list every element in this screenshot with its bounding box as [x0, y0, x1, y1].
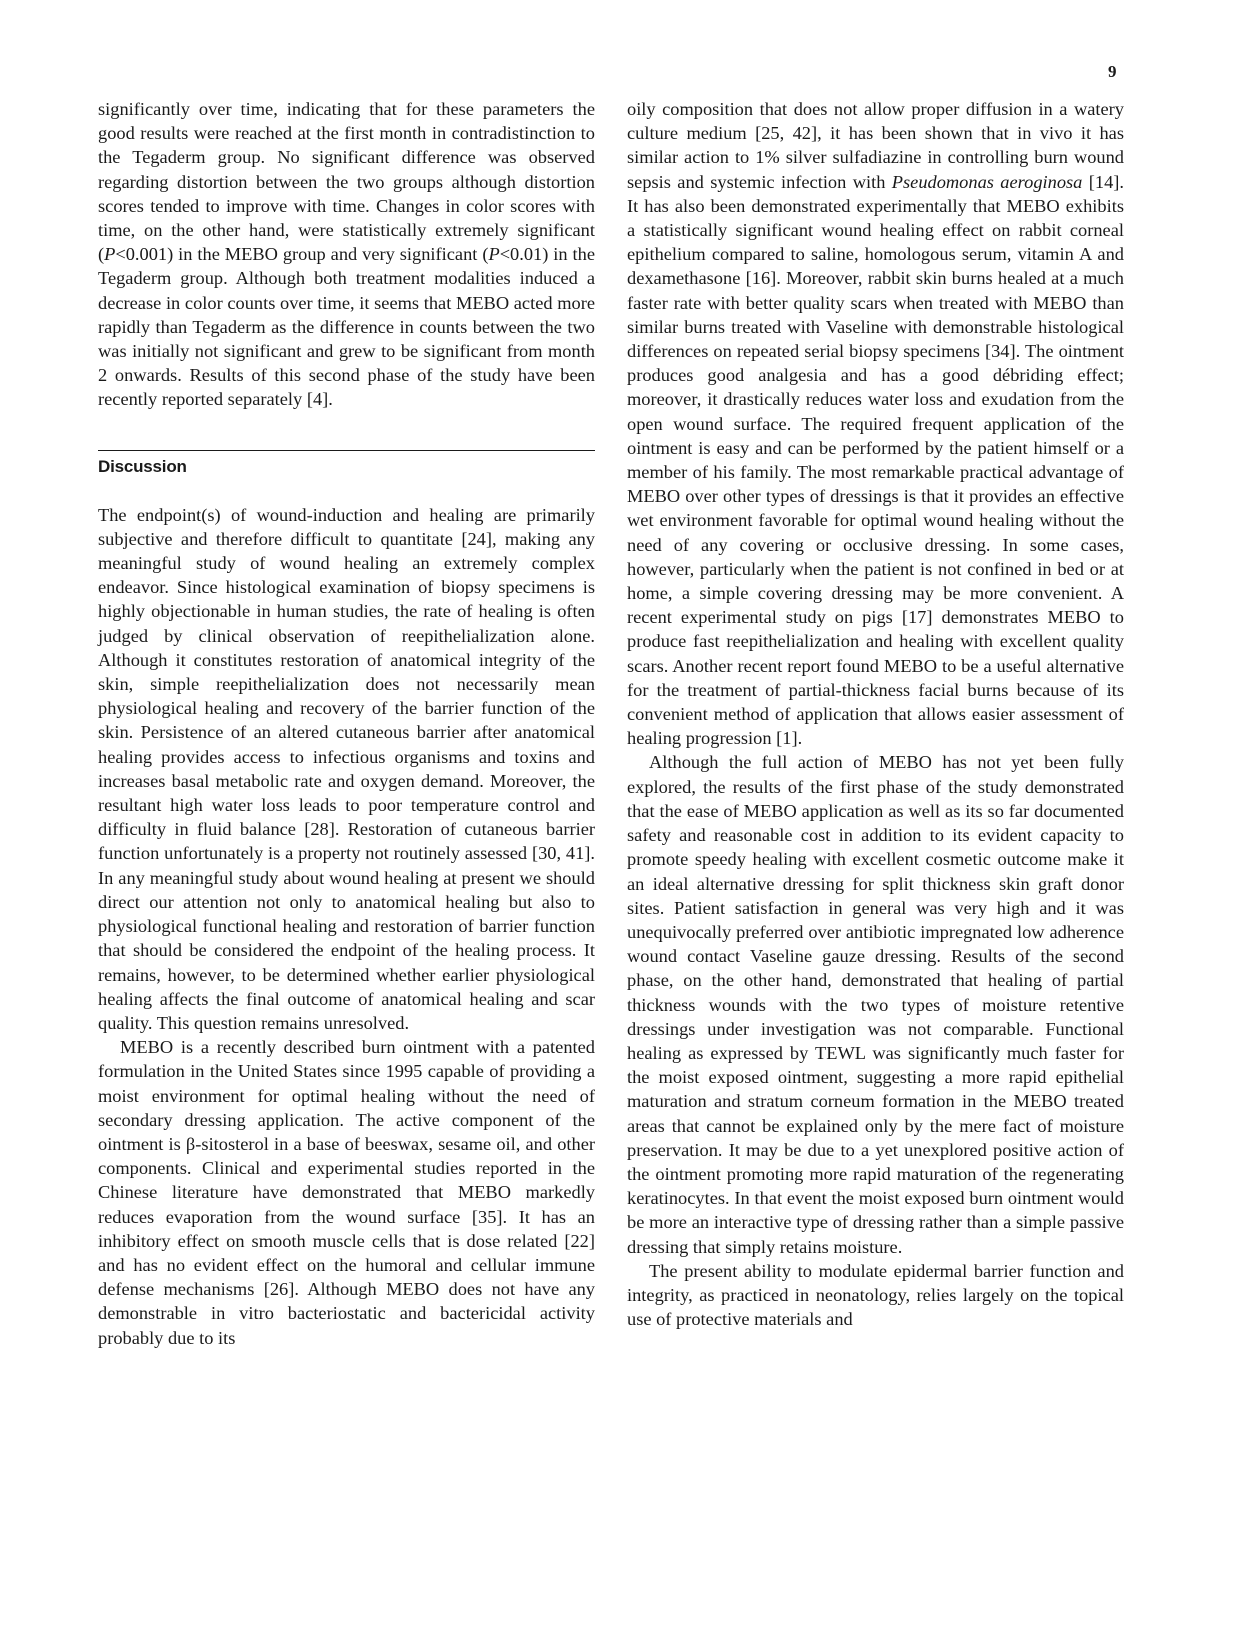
discussion-paragraph-4: [627, 1259, 1124, 1332]
text-run: [14]. It has also been demonstrated experimentally that MEBO exhibits a statistically significant wound healing effect on rabbit corneal epithelium compared to saline, homologous serum, vitamin A and dexamethasone [16]. Moreover, rabbit skin burns healed at a much faster rate with better quality scars when treated with MEBO than similar burns treated with Vaseline with demonstrable histological differences on repeated serial biopsy specimens [34]. The ointment produces good analgesia and has a good débriding effect; moreover, it drastically reduces water loss and exudation from the open wound surface. The required frequent application of the ointment is easy and can be performed by the patient himself or a member of his family. The most remarkable practical advantage of MEBO over other types of dressings is that it provides an effective wet environment favorable for optimal wound healing without the need of any covering or occlusive dressing. In some cases, however, particularly when the patient is not confined in bed or at home, a simple covering dressing may be more convenient. A recent experimental study on pigs [17] demonstrates MEBO to produce fast reepithelialization and healing with excellent quality scars. Another recent report found MEBO to be a useful alternative for the treatment of partial-thickness facial burns because of its convenient method of application that allows easier assessment of healing progression [1].: [627, 171, 1124, 749]
left-column: [98, 97, 595, 1350]
italic-text-run: P: [104, 244, 116, 265]
text-run: The present ability to modulate epidermal barrier function and integrity, as practiced in neonatology, relies largely on the topical use of protective materials and: [627, 1260, 1124, 1330]
discussion-paragraph-1: [98, 503, 595, 1035]
italic-text-run: Pseudomonas aeroginosa: [891, 171, 1083, 192]
continued-paragraph: [627, 97, 1124, 750]
italic-text-run: P: [488, 244, 500, 265]
text-run: oily composition that does not allow proper diffusion in a watery culture medium [25, 42], it has been shown that in vivo it has similar action to 1% silver sulfadiazine in controlling burn wound sepsis and systemic infection with: [627, 99, 1124, 192]
right-column: [627, 97, 1124, 1331]
page-number: 9: [1108, 62, 1117, 81]
text-run: MEBO is a recently described burn ointment with a patented formulation in the United States since 1995 capable of providing a moist environment for optimal healing without the need of secondary dressing application. The active component of the ointment is β-sitosterol in a base of beeswax, sesame oil, and other components. Clinical and experimental studies reported in the Chinese literature have demonstrated that MEBO markedly reduces evaporation from the wound surface [35]. It has an inhibitory effect on smooth muscle cells that is dose related [22] and has no evident effect on the humoral and cellular immune defense mechanisms [26]. Although MEBO does not have any demonstrable in vitro bacteriostatic and bactericidal activity probably due to its: [98, 1037, 595, 1348]
text-run: The endpoint(s) of wound-induction and healing are primarily subjective and therefore difficult to quantitate [24], making any meaningful study of wound healing an extremely complex endeavor. Since histological examination of biopsy specimens is highly objectionable in human studies, the rate of healing is often judged by clinical observation of reepithelialization alone. Although it constitutes restoration of anatomical integrity of the skin, simple reepithelialization does not necessarily mean physiological healing and recovery of the barrier function of the skin. Persistence of an altered cutaneous barrier after anatomical healing provides access to infectious organisms and toxins and increases basal metabolic rate and oxygen demand. Moreover, the resultant high water loss leads to poor temperature control and difficulty in fluid balance [28]. Restoration of cutaneous barrier function unfortunately is a property not routinely assessed [30, 41]. In any meaningful study about wound healing at present we should direct our attention not only to anatomical healing but also to physiological functional healing and restoration of barrier function that should be considered the endpoint of the healing process. It remains, however, to be determined whether earlier physiological healing affects the final outcome of anatomical healing and scar quality. This question remains unresolved.: [98, 504, 595, 1033]
text-run: <0.01) in the Tegaderm group. Although both treatment modalities induced a decrease in color counts over time, it seems that MEBO acted more rapidly than Tegaderm as the difference in counts between the two was initially not significant and grew to be significant from month 2 onwards. Results of this second phase of the study have been recently reported separately [4].: [98, 244, 595, 410]
text-run: Although the full action of MEBO has not yet been fully explored, the results of the first phase of the study demonstrated that the ease of MEBO application as well as its so far documented safety and reasonable cost in addition to its evident capacity to promote speedy healing with excellent cosmetic outcome make it an ideal alternative dressing for split thickness skin graft donor sites. Patient satisfaction in general was very high and it was unequivocally preferred over antibiotic impregnated low adherence wound contact Vaseline gauze dressing. Results of the second phase, on the other hand, demonstrated that healing of partial thickness wounds with the two types of moisture retentive dressings under investigation was not comparable. Functional healing as expressed by TEWL was significantly much faster for the moist exposed ointment, suggesting a more rapid epithelial maturation and stratum corneum formation in the MEBO treated areas that cannot be explained only by the mere fact of moisture preservation. It may be due to a yet unexplored positive action of the ointment promoting more rapid maturation of the regenerating keratinocytes. In that event the moist exposed burn ointment would be more an interactive type of dressing rather than a simple passive dressing that simply retains moisture.: [627, 752, 1124, 1257]
text-run: <0.001) in the MEBO group and very significant (: [115, 244, 489, 265]
section-heading-discussion: Discussion: [98, 450, 595, 479]
discussion-paragraph-2: [98, 1035, 595, 1350]
results-paragraph: [98, 97, 595, 412]
discussion-paragraph-3: [627, 750, 1124, 1258]
text-run: significantly over time, indicating that for these parameters the good results were reached at the first month in contradistinction to the Tegaderm group. No significant difference was observed regarding distortion between the two groups although distortion scores tended to improve with time. Changes in color scores with time, on the other hand, were statistically extremely significant (: [98, 99, 595, 265]
